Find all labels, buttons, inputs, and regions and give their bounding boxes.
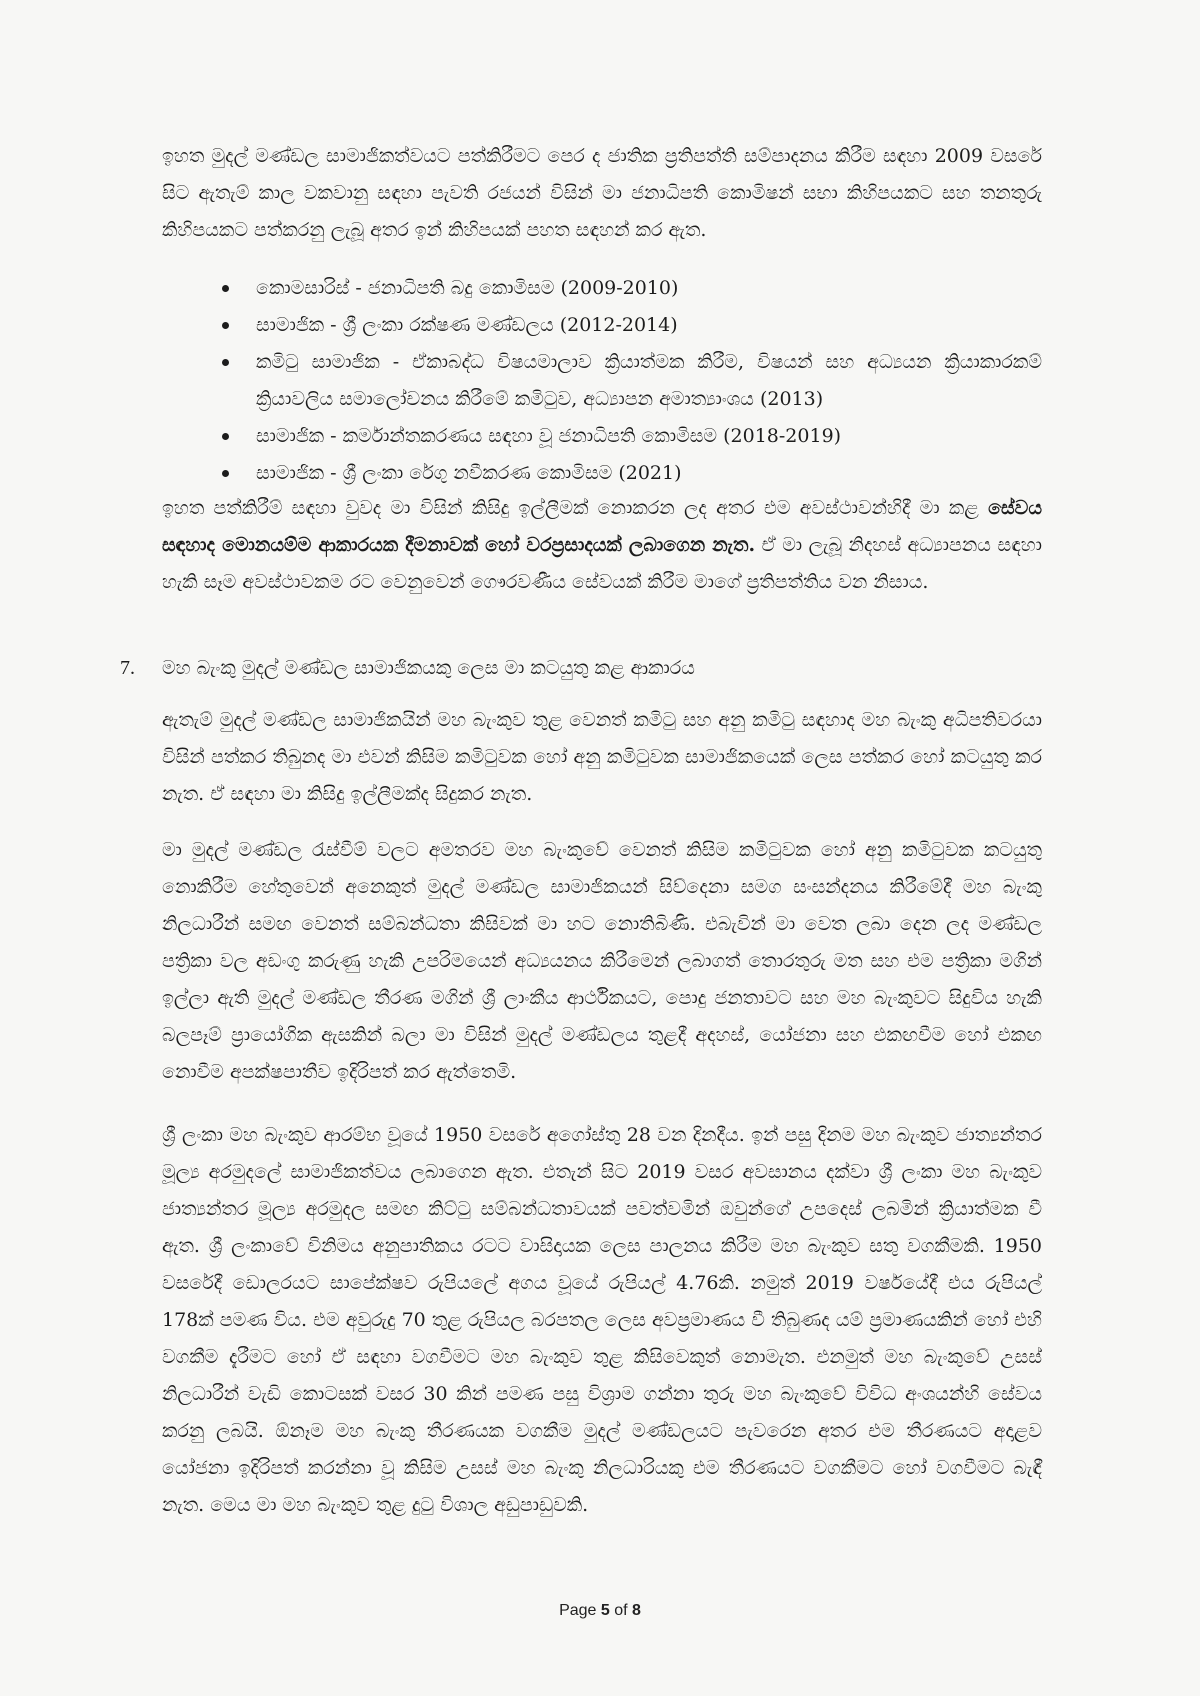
paragraph-appointments-intro: ඉහත මුදල් මණ්ඩල සාමාජිකත්වයට පත්කිරීමට පෙර ද ජාතික ප්‍රතිපත්ති සම්පාදනය කිරීම සඳහා 2009 වසරේ සිට ඇතැම් කාල වකවානු සඳහා පැවති රජයන් විසින් මා ජනාධිපති කොමිෂන් සභා කිහිපයකට සහ තනතුරු කිහිපයකට පත්කරනු ලැබූ අතර ඉන් කිහිපයක් පහත සඳහන් කර ඇත. (162, 145, 1042, 241)
section-number: 7. (120, 657, 135, 679)
bullet-icon (222, 470, 229, 477)
paragraph-committees: ඇතැම් මුදල් මණ්ඩල සාමාජිකයින් මහ බැංකුව තුළ වෙනත් කමිටු සහ අනු කමිටු සඳහාද මහ බැංකු අධිපතිවරයා විසින් පත්කර තිබුනද මා එවන් කිසිම කමිටුවක හෝ අනු කමිටුවක සාමාජිකයෙක් ලෙස පත්කර හෝ කටයුතු කර නැත. ඒ සඳහා මා කිසිදු ඉල්ලීමක්ද සිදුකර නැත. (162, 709, 1042, 805)
list-item-text: කමිටු සාමාජික - ඒකාබද්ධ විෂයමාලාව ක්‍රියාත්මක කිරීම, විෂයන් සහ අධ්‍යයන ක්‍රියාකාරකම් ක්‍රියාවලිය සමාලෝචනය කිරීමේ කමිටුව, අධ්‍යාපන අමාත්‍යාංශය (2013) (256, 351, 1042, 410)
list-item-text: සාමාජික - ශ්‍රී ලංකා රක්ෂණ මණ්ඩලය (2012-2014) (256, 314, 678, 336)
list-item-text: සාමාජික - ශ්‍රී ලංකා රේගු නවීකරණ කොමිසම (2021) (256, 462, 682, 484)
page-footer (0, 1602, 1200, 1620)
section-heading (120, 650, 1040, 687)
total-pages: 8 (632, 1602, 641, 1619)
paragraph-central-bank-history: ශ්‍රී ලංකා මහ බැංකුව ආරම්භ වූයේ 1950 වසරේ අගෝස්තු 28 වන දිනදීය. ඉන් පසු දිනම මහ බැංකුව ජාත්‍යන්තර මූල්‍ය අරමුදලේ සාමාජිකත්වය ලබාගෙන ඇත. එතැන් සිට 2019 වසර අවසානය දක්වා ශ්‍රී ලංකා මහ බැංකුව ජාත්‍යන්තර මූල්‍ය අරමුදල සමඟ කිට්ටු සම්බන්ධතාවයක් පවත්වමින් ඔවුන්ගේ උපදෙස් ලබමින් ක්‍රියාත්මක වී ඇත. ශ්‍රී ලංකාවේ විනිමය අනුපාතිකය රටට වාසිදායක ලෙස පාලනය කිරීම මහ බැංකුව සතු වගකීමකි. 1950 වසරේදී ඩොලරයට සාපේක්ෂව රුපියලේ අගය වූයේ රුපියල් 4.76කි. නමුත් 2019 වර්ෂයේදී එය රුපියල් 178ක් පමණ විය. එම අවුරුදු 70 තුළ රුපියල බරපතල ලෙස අවප්‍රමාණය වී තිබුණද යම් ප්‍රමාණයකින් හෝ එහි වගකීම දැරීමට හෝ ඒ සඳහා වගවීමට මහ බැංකුව තුළ කිසිවෙකුත් නොමැත. එනමුත් මහ බැංකුවේ උසස් නිලධාරීන් වැඩි කොටසක් වසර 30 කින් පමණ පසු විශ්‍රාම ගන්නා තුරු මහ බැංකුවේ විවිධ අංශයන්හි සේවය කරනු ලබයි. ඕනෑම මහ බැංකු තීරණයක වගකීම මුදල් මණ්ඩලයට පැවරෙන අතර එම තීරණයට අදාළව යෝජනා ඉදිරිපත් කරන්නා වූ කිසිම උසස් මහ බැංකු නිලධාරියකු එම තීරණයට වගකීමට හෝ වගවීමට බැඳී නැත. මෙය මා මහ බැංකුව තුළ දුටු විශාල අඩුපාඩුවකි. (162, 1124, 1042, 1516)
of-label: of (609, 1602, 633, 1619)
list-item (222, 270, 1042, 307)
section-title: මහ බැංකු මුදල් මණ්ඩල සාමාජිකයකු ලෙස මා කටයුතු කළ ආකාරය (162, 657, 695, 679)
list-item (222, 344, 1042, 418)
bullet-icon (222, 359, 229, 366)
bullet-icon (222, 285, 229, 292)
paragraph-text: ඉහත පත්කිරීම් සඳහා වුවද මා විසින් කිසිදු ඉල්ලීමක් නොකරන ලද අතර එම අවස්ථාවන්හිදී මා කළ (162, 497, 989, 519)
list-item (222, 455, 1042, 492)
paragraph-board-conduct: මා මුදල් මණ්ඩල රැස්වීම් වලට අමතරව මහ බැංකුවේ වෙනත් කිසිම කමිටුවක හෝ අනු කමිටුවක කටයුතු නොකිරීම හේතුවෙන් අනෙකුත් මුදල් මණ්ඩල සාමාජිකයන් සිව්දෙනා සමග සංසන්දනය කිරීමේදී මහ බැංකු නිලධාරීන් සමඟ වෙනත් සම්බන්ධතා කිසිවක් මා හට නොතිබිණි. එබැවින් මා වෙත ලබා දෙන ලද මණ්ඩල පත්‍රිකා වල අඩංගු කරුණු හැකි උපරිමයෙන් අධ්‍යයනය කිරීමෙන් ලබාගත් තොරතුරු මත සහ එම පත්‍රිකා මගින් ඉල්ලා ඇති මුදල් මණ්ඩල තීරණ මගින් ශ්‍රී ලාංකීය ආර්ථිකයට, පොදු ජනතාවට සහ මහ බැංකුවට සිදුවිය හැකි බලපෑම් ප්‍රායෝගික ඇසකින් බලා මා විසින් මුදල් මණ්ඩලය තුළදී අදහස්, යෝජනා සහ එකඟවීම හෝ එකඟ නොවීම අපක්ෂපාතීව ඉදිරිපත් කර ඇත්තෙමි. (162, 839, 1042, 1083)
page-label: Page (559, 1602, 601, 1619)
appointments-list (222, 270, 1042, 492)
bullet-icon (222, 322, 229, 329)
list-item-text: කොමසාරිස් - ජනාධිපති බදු කොමිසම (2009-2010) (256, 277, 679, 299)
list-item (222, 307, 1042, 344)
paragraph-no-benefits (162, 490, 1042, 601)
list-item (222, 418, 1042, 455)
bullet-icon (222, 433, 229, 440)
page-number: 5 (600, 1602, 610, 1619)
bold-statement: සේවය සඳහාද මොනයම්ම ආකාරයක දීමනාවක් හෝ වරප්‍රසාදයක් ලබාගෙන නැත. (162, 497, 1042, 556)
list-item-text: සාමාජික - කර්මාන්තකරණය සඳහා වූ ජනාධිපති කොමිසම (2018-2019) (256, 425, 842, 447)
paragraph-text: ඒ මා ලැබූ නිදහස් අධ්‍යාපනය සඳහා හැකි සෑම අවස්ථාවකම රට වෙනුවෙන් ගෞරවණීය සේවයක් කිරීම මාගේ ප්‍රතිපත්තිය වන නිසාය. (162, 534, 1043, 593)
